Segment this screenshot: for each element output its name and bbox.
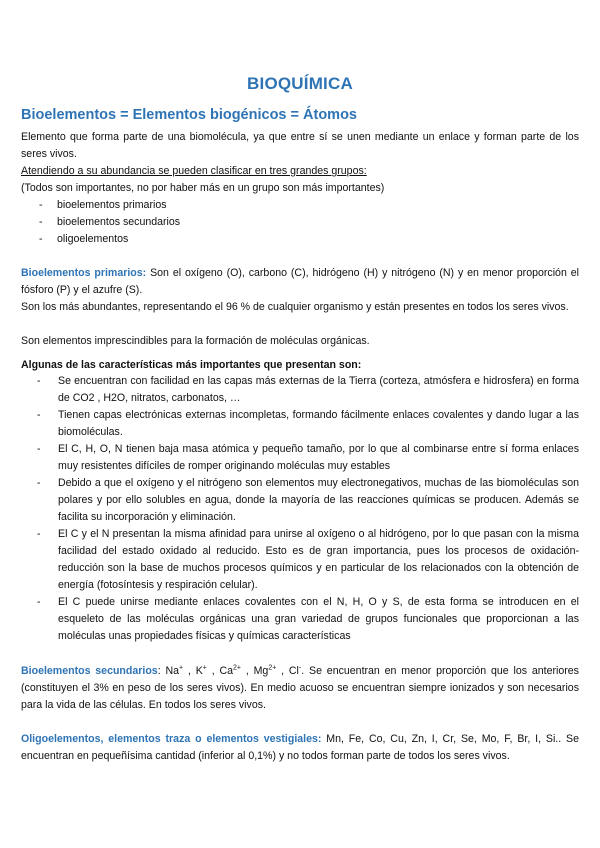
list-item: - bioelementos primarios — [21, 197, 579, 214]
list-item: - Tienen capas electrónicas externas incompletas, formando fácilmente enlaces covalentes y dando lugar a las biomoléculas. — [21, 407, 579, 441]
characteristics-heading: Algunas de las características más importantes que presentan son: — [21, 359, 362, 371]
ion-ca: $Ca^{2+}$ — [219, 664, 242, 677]
list-item: - bioelementos secundarios — [21, 214, 579, 231]
ion-mg: $Mg^{2+}$ — [253, 664, 277, 677]
page-title: BIOQUÍMICA — [247, 74, 353, 93]
oligo-label: Oligoelementos, elementos traza o elementos vestigiales: — [21, 733, 322, 745]
ion-cl: Cl- — [288, 664, 302, 677]
secundarios-colon: : — [157, 665, 161, 677]
oligo-paragraph — [21, 731, 579, 765]
list-item: - Debido a que el oxígeno y el nitrógeno son elementos muy electronegativos, muchas de las biomoléculas son polares y por ello solubles en agua, donde la mayoría de las reacciones químicas se producen. Además se facilita su incorporación y eliminación. — [21, 475, 579, 526]
primarios-essential: Son elementos imprescindibles para la formación de moléculas orgánicas. — [21, 335, 370, 347]
importance-note: (Todos son importantes, no por haber más en un grupo son más importantes) — [21, 182, 385, 194]
primarios-text: Son el oxígeno (O), carbono (C), hidrógeno (H) y nitrógeno (N) y en menor proporción el fósforo (P) y el azufre (S). — [21, 267, 579, 296]
list-item: - oligoelementos — [21, 231, 579, 248]
section-heading-bioelementos: Bioelementos = Elementos biogénicos = Átomos — [21, 107, 357, 123]
characteristics-list — [21, 373, 579, 645]
list-item: - El C puede unirse mediante enlaces covalentes con el N, H, O y S, de esta forma se introducen en el esqueleto de las moléculas orgánicas una gran variedad de grupos funcionales que proporcionan a las moléculas unas propiedades físicas y químicas características — [21, 594, 579, 645]
oligo-text: Mn, Fe, Co, Cu, Zn, I, Cr, Se, Mo, F, Br, I, Si.. Se encuentran en pequeñísima cantidad (inferior al 0,1%) y no todos forman parte de todos los seres vivos. — [21, 733, 579, 762]
primarios-label: Bioelementos primarios: — [21, 267, 147, 279]
secundarios-label: Bioelementos secundarios — [21, 665, 158, 677]
list-item: - El C y el N presentan la misma afinidad para unirse al oxígeno o al hidrógeno, por lo que pasan con la misma facilidad del estado oxidado al reducido. Esto es de gran importancia, pues los procesos de oxidación-reducción son la base de muchos procesos químicos y en particular de los relacionados con la obtención de energía (fotosíntesis y respiración celular). — [21, 526, 579, 594]
secundarios-paragraph: Bioelementos secundarios: Na+ , K+ , $Ca^{2+}$ , $Mg^{2+}$ , Cl-. Se encuentran en menor proporción que los anteriores (constituyen el 3% en peso de los seres vivos). En medio acuoso se encuentran siempre ionizados y son necesarios para la vida de las células. En todos los seres vivos. — [21, 664, 579, 711]
characteristics-list-container — [21, 373, 579, 645]
groups-list-container — [21, 197, 579, 248]
definition-paragraph: Elemento que forma parte de una biomolécula, ya que entre sí se unen mediante un enlace y forman parte de los seres vivos. — [21, 131, 579, 160]
primarios-abundance: Son los más abundantes, representando el 96 % de cualquier organismo y están presentes en todos los seres vivos. — [21, 301, 569, 313]
classification-intro: Atendiendo a su abundancia se pueden clasificar en tres grandes grupos: — [21, 165, 367, 177]
list-item: - El C, H, O, N tienen baja masa atómica y pequeño tamaño, por lo que al combinarse entre sí forma enlaces muy resistentes difíciles de romper originando moléculas muy estables — [21, 441, 579, 475]
groups-list — [21, 197, 579, 248]
ion-k: K+ — [195, 664, 207, 677]
secundarios-text: . Se encuentran en menor proporción que los anteriores (constituyen el 3% en peso de los seres vivos). En medio acuoso se encuentran siempre ionizados y son necesarios para la vida de las células. En todos los seres vivos. — [21, 665, 579, 711]
primarios-paragraph — [21, 265, 579, 299]
list-item: - Se encuentran con facilidad en las capas más externas de la Tierra (corteza, atmósfera e hidrosfera) en forma de CO2 , H2O, nitratos, carbonatos, … — [21, 373, 579, 407]
ion-na: Na+ — [165, 664, 184, 677]
